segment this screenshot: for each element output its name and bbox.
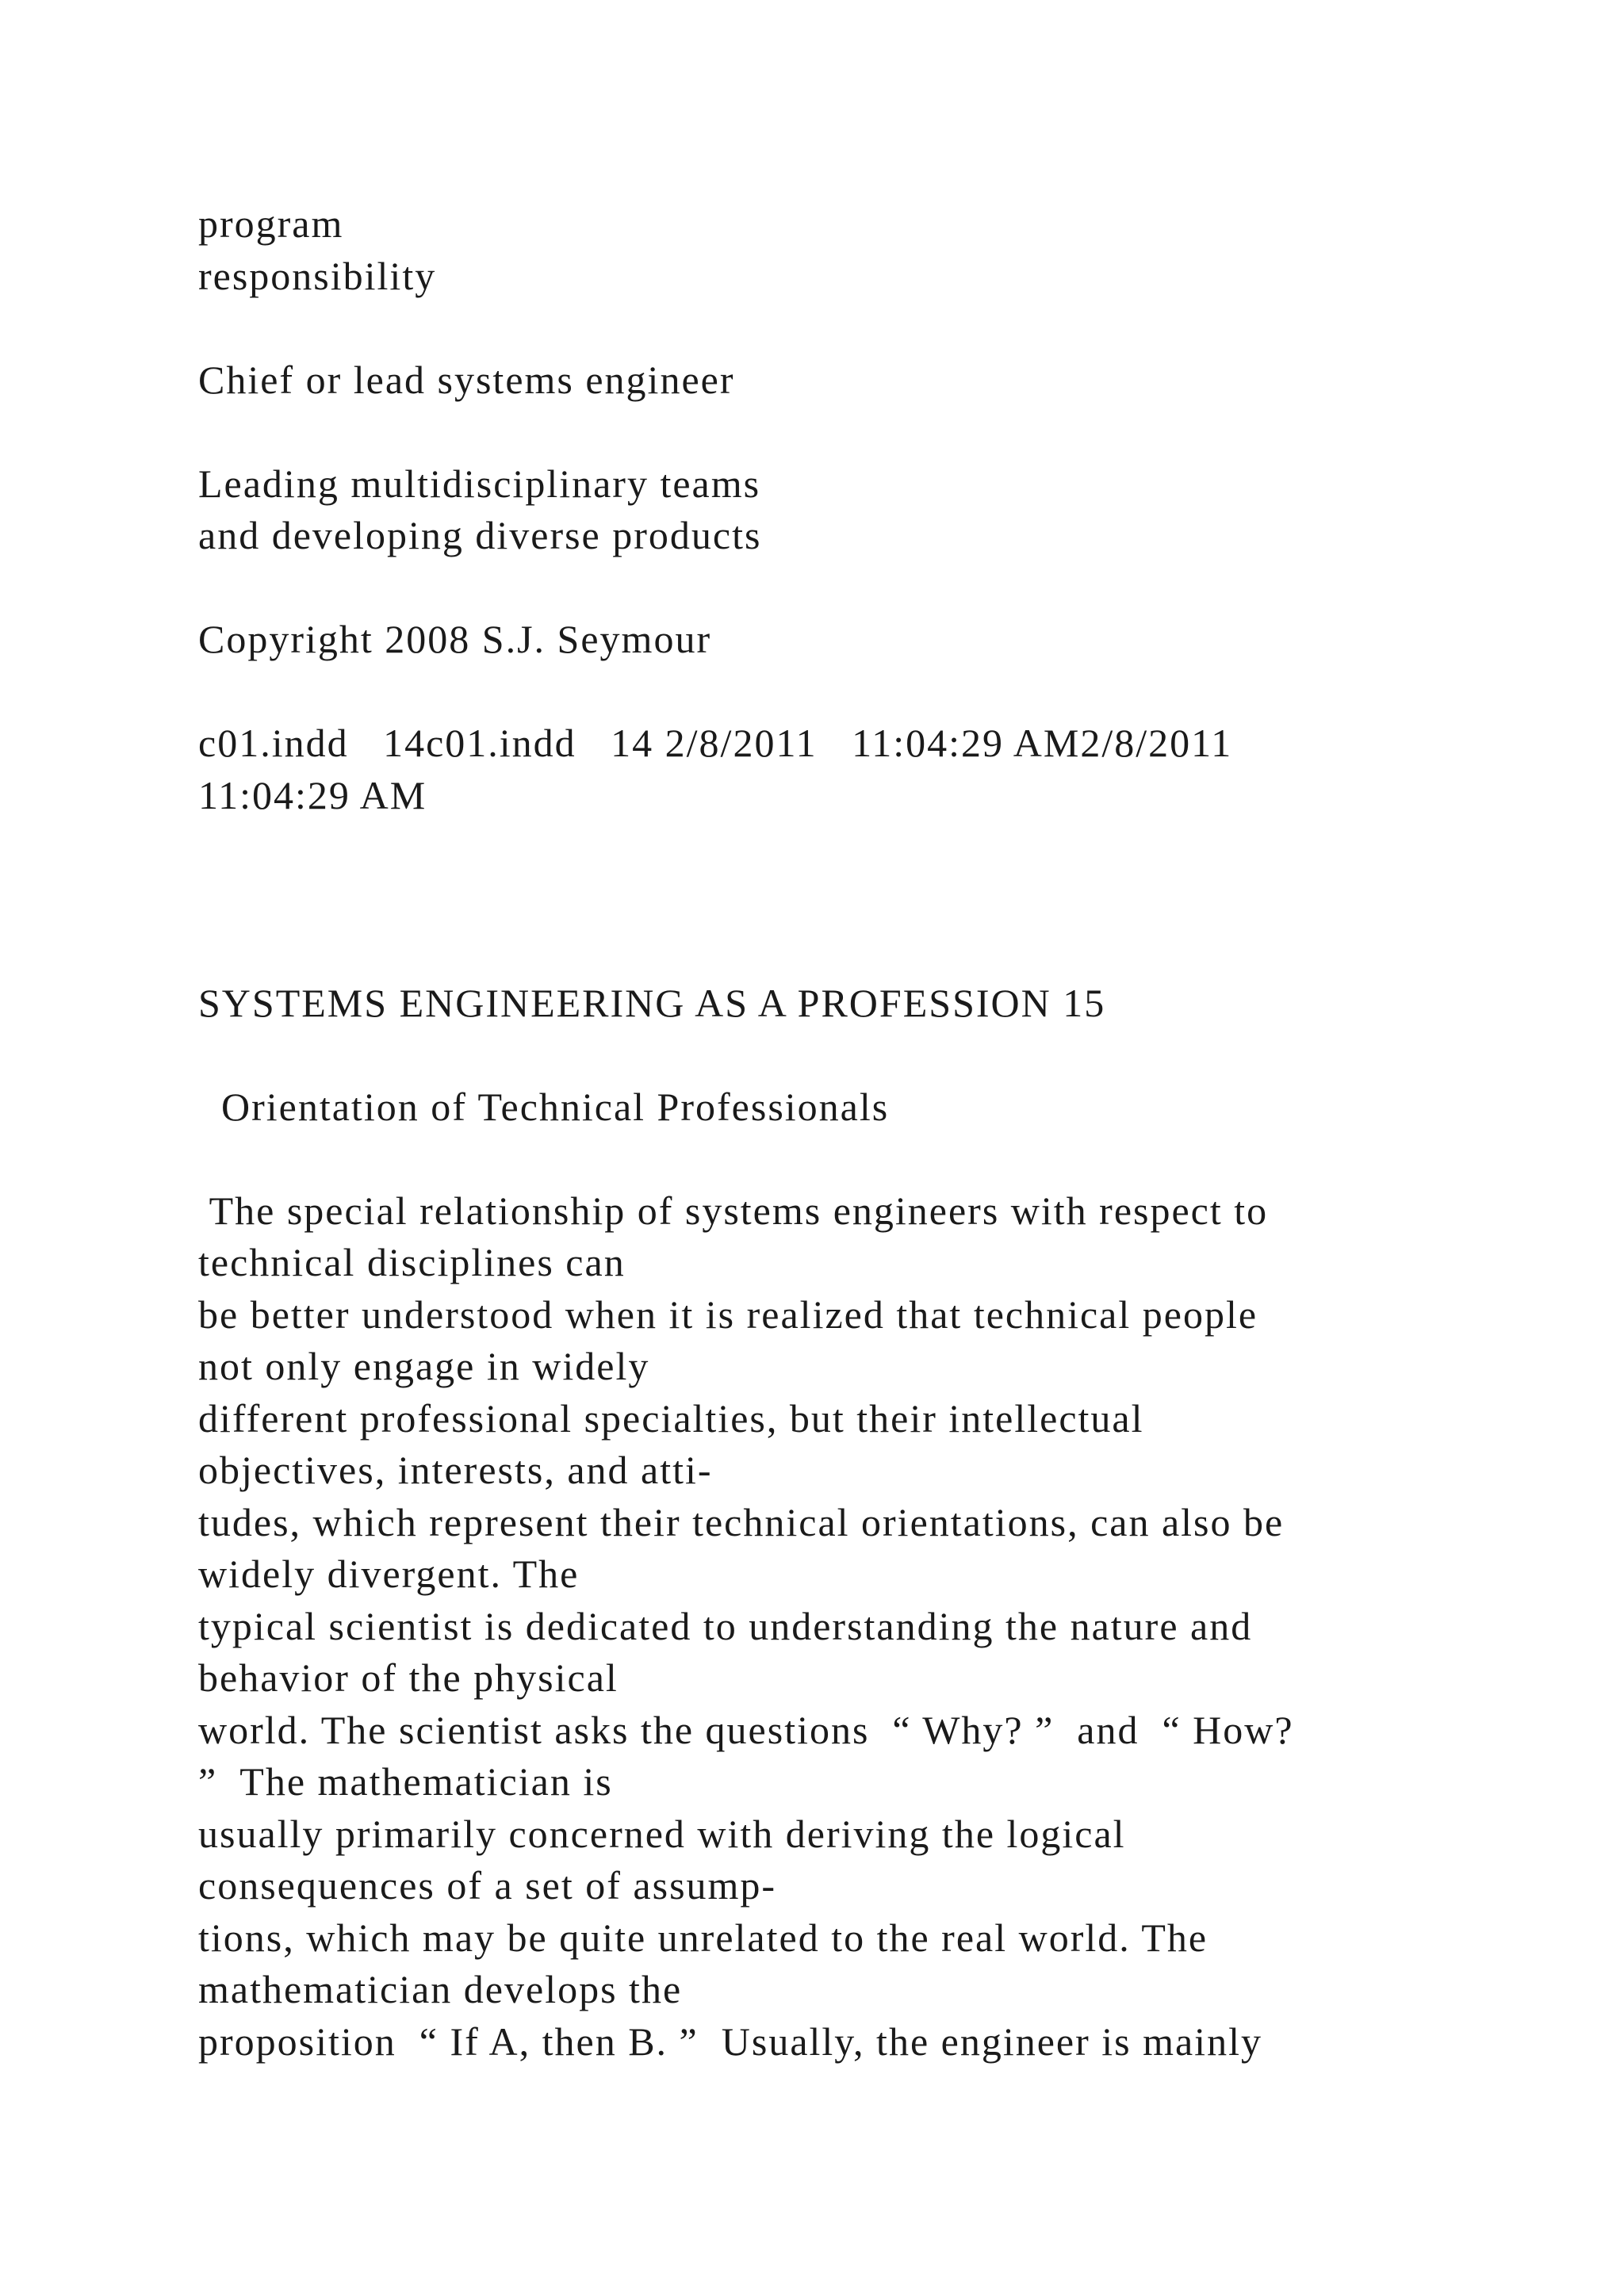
paragraph-line: objectives, interests, and atti- — [198, 1448, 713, 1492]
text-line: Chief or lead systems engineer — [198, 357, 735, 402]
text-line: and developing diverse products — [198, 513, 762, 557]
paragraph-line: ” The mathematician is — [198, 1759, 613, 1804]
paragraph-line: consequences of a set of assump- — [198, 1863, 777, 1908]
section-heading: Orientation of Technical Professionals — [198, 1084, 890, 1129]
paragraph-line: behavior of the physical — [198, 1655, 619, 1700]
paragraph-line: typical scientist is dedicated to understanding the nature and — [198, 1603, 1253, 1648]
paragraph-line: be better understood when it is realized that technical people — [198, 1292, 1258, 1337]
paragraph-line: not only engage in widely — [198, 1344, 650, 1388]
document-text — [198, 198, 1578, 2068]
file-info-line: c01.indd 14c01.indd 14 2/8/2011 11:04:29 AM2/8/2011 — [198, 721, 1233, 765]
paragraph-line: proposition “ If A, then B. ” Usually, the engineer is mainly — [198, 2019, 1262, 2064]
paragraph-line: technical disciplines can — [198, 1240, 626, 1284]
blank-line — [198, 302, 1578, 354]
paragraph-line: mathematician develops the — [198, 1967, 683, 2011]
copyright-line: Copyright 2008 S.J. Seymour — [198, 617, 712, 661]
blank-line — [198, 874, 1578, 926]
blank-line — [198, 562, 1578, 614]
text-line: program — [198, 201, 344, 246]
blank-line — [198, 925, 1578, 978]
blank-line — [198, 821, 1578, 874]
blank-line — [198, 1029, 1578, 1081]
blank-line — [198, 666, 1578, 718]
running-header: SYSTEMS ENGINEERING AS A PROFESSION 15 — [198, 980, 1106, 1025]
paragraph-line: widely divergent. The — [198, 1552, 580, 1596]
paragraph-line: usually primarily concerned with deriving the logical — [198, 1811, 1126, 1856]
paragraph-line: The special relationship of systems engineers with respect to — [198, 1188, 1269, 1233]
paragraph-line: world. The scientist asks the questions “ Why? ” and “ How? — [198, 1707, 1294, 1752]
file-info-line: 11:04:29 AM — [198, 772, 427, 817]
blank-line — [198, 406, 1578, 458]
paragraph-line: tions, which may be quite unrelated to the real world. The — [198, 1915, 1208, 1960]
text-line: Leading multidisciplinary teams — [198, 461, 761, 506]
paragraph-line: tudes, which represent their technical orientations, can also be — [198, 1499, 1285, 1544]
blank-line — [198, 1133, 1578, 1185]
paragraph-line: different professional specialties, but their intellectual — [198, 1395, 1144, 1441]
text-line: responsibility — [198, 253, 437, 298]
